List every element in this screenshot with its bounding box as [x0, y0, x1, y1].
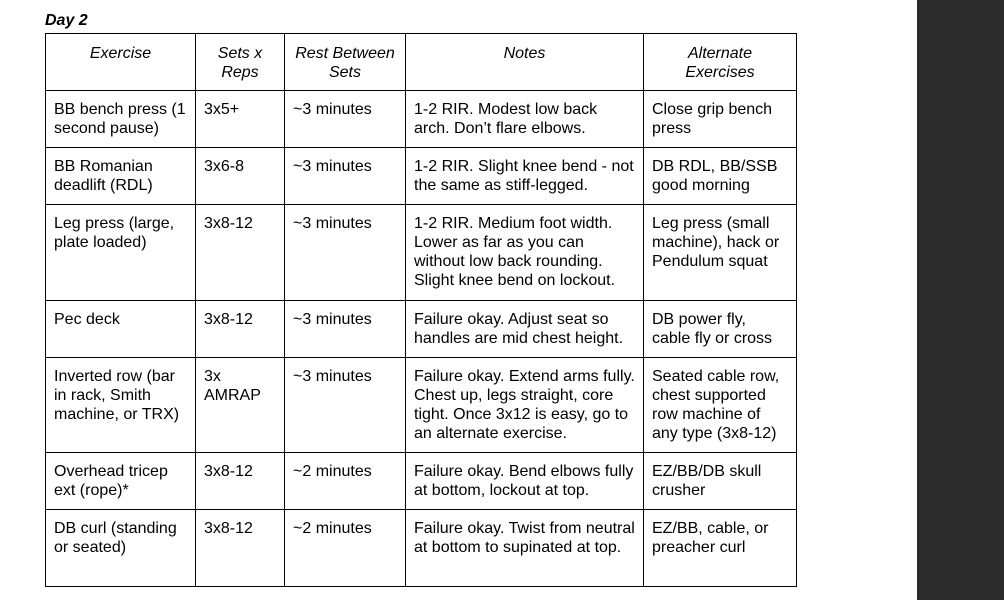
header-exercise: Exercise [46, 34, 196, 91]
cell-notes: Failure okay. Adjust seat so handles are mid chest height. [406, 301, 644, 358]
cell-sets-reps: 3x AMRAP [196, 358, 285, 453]
table-row [46, 148, 797, 205]
cell-exercise: Pec deck [46, 301, 196, 358]
table-header-row [46, 34, 797, 91]
cell-notes: Failure okay. Bend elbows fully at bottom, lockout at top. [406, 453, 644, 510]
dark-side-panel [917, 0, 1004, 600]
header-alternates: Alternate Exercises [644, 34, 797, 91]
cell-rest: ~3 minutes [285, 91, 406, 148]
table-row [46, 205, 797, 301]
cell-rest: ~3 minutes [285, 205, 406, 301]
header-sets-reps: Sets x Reps [196, 34, 285, 91]
cell-exercise: Inverted row (bar in rack, Smith machine, or TRX) [46, 358, 196, 453]
day-title: Day 2 [45, 12, 88, 29]
cell-rest: ~3 minutes [285, 358, 406, 453]
cell-notes: 1-2 RIR. Modest low back arch. Don’t flare elbows. [406, 91, 644, 148]
cell-exercise: DB curl (standing or seated) [46, 510, 196, 587]
cell-sets-reps: 3x8-12 [196, 301, 285, 358]
cell-rest: ~2 minutes [285, 510, 406, 587]
cell-notes: Failure okay. Twist from neutral at bottom to supinated at top. [406, 510, 644, 587]
header-notes: Notes [406, 34, 644, 91]
table-row [46, 510, 797, 587]
cell-alternates: EZ/BB/DB skull crusher [644, 453, 797, 510]
cell-rest: ~3 minutes [285, 148, 406, 205]
cell-alternates: Leg press (small machine), hack or Pendulum squat [644, 205, 797, 301]
cell-notes: Failure okay. Extend arms fully. Chest up, legs straight, core tight. Once 3x12 is easy, go to an alternate exercise. [406, 358, 644, 453]
cell-alternates: EZ/BB, cable, or preacher curl [644, 510, 797, 587]
cell-rest: ~3 minutes [285, 301, 406, 358]
header-rest: Rest Between Sets [285, 34, 406, 91]
cell-sets-reps: 3x8-12 [196, 453, 285, 510]
cell-exercise: Overhead tricep ext (rope)* [46, 453, 196, 510]
cell-alternates: Seated cable row, chest supported row machine of any type (3x8-12) [644, 358, 797, 453]
table-row [46, 358, 797, 453]
workout-table [45, 33, 797, 587]
cell-exercise: BB Romanian deadlift (RDL) [46, 148, 196, 205]
table-row [46, 301, 797, 358]
cell-sets-reps: 3x5+ [196, 91, 285, 148]
cell-sets-reps: 3x6-8 [196, 148, 285, 205]
cell-notes: 1-2 RIR. Slight knee bend - not the same as stiff-legged. [406, 148, 644, 205]
cell-sets-reps: 3x8-12 [196, 205, 285, 301]
cell-alternates: DB RDL, BB/SSB good morning [644, 148, 797, 205]
cell-alternates: DB power fly, cable fly or cross [644, 301, 797, 358]
cell-exercise: BB bench press (1 second pause) [46, 91, 196, 148]
cell-sets-reps: 3x8-12 [196, 510, 285, 587]
table-row [46, 91, 797, 148]
table-row [46, 453, 797, 510]
cell-notes: 1-2 RIR. Medium foot width. Lower as far as you can without low back rounding. Slight knee bend on lockout. [406, 205, 644, 301]
cell-rest: ~2 minutes [285, 453, 406, 510]
cell-exercise: Leg press (large, plate loaded) [46, 205, 196, 301]
cell-alternates: Close grip bench press [644, 91, 797, 148]
